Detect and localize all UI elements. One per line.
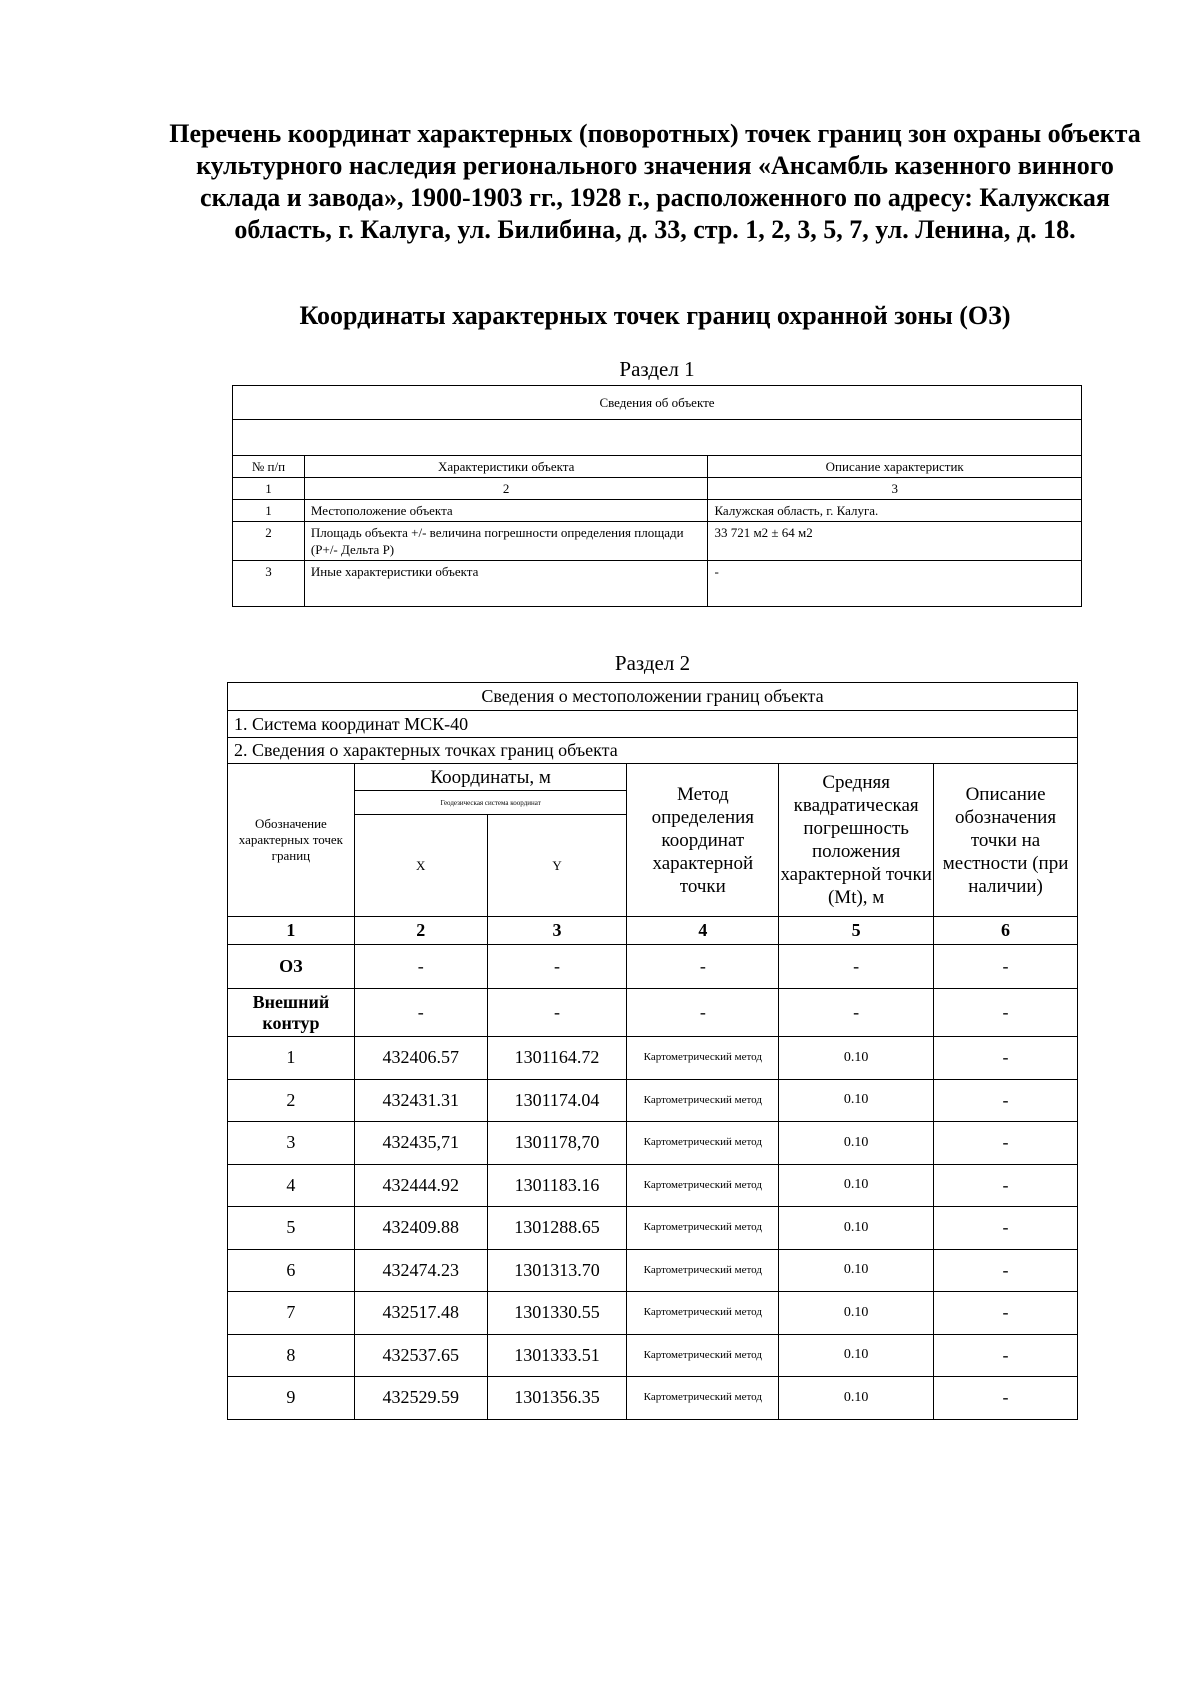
- point-y: 1301183.16: [487, 1164, 627, 1207]
- point-x: 432435,71: [354, 1122, 487, 1165]
- point-error: 0.10: [779, 1122, 934, 1165]
- col-number: 2: [354, 917, 487, 945]
- table-row: [233, 500, 1082, 522]
- point-number: 9: [228, 1377, 355, 1420]
- section1-header: Сведения об объекте: [233, 386, 1082, 420]
- col-header-y: Y: [487, 815, 627, 917]
- point-error: 0.10: [779, 1037, 934, 1080]
- col-number: 2: [304, 478, 708, 500]
- point-description: -: [934, 1079, 1078, 1122]
- document-subtitle: Координаты характерных точек границ охранной зоны (ОЗ): [299, 301, 1011, 330]
- row-number: 3: [233, 561, 305, 607]
- point-x: 432529.59: [354, 1377, 487, 1420]
- point-number: 5: [228, 1207, 355, 1250]
- point-error: 0.10: [779, 1377, 934, 1420]
- table-row: [228, 1377, 1078, 1420]
- table-row: [228, 1122, 1078, 1165]
- point-description: -: [934, 1122, 1078, 1165]
- point-method: Картометрический метод: [627, 1292, 779, 1335]
- row-value: Калужская область, г. Калуга.: [708, 500, 1082, 522]
- col-header-coordinates: Координаты, м: [354, 764, 627, 791]
- points-header: 2. Сведения о характерных точках границ объекта: [228, 738, 1078, 764]
- table-cell: -: [354, 989, 487, 1037]
- point-y: 1301164.72: [487, 1037, 627, 1080]
- point-error: 0.10: [779, 1207, 934, 1250]
- table-row: [228, 1037, 1078, 1080]
- col-number: 1: [233, 478, 305, 500]
- row-characteristic: Местоположение объекта: [304, 500, 708, 522]
- point-error: 0.10: [779, 1079, 934, 1122]
- point-description: -: [934, 1377, 1078, 1420]
- point-x: 432517.48: [354, 1292, 487, 1335]
- col-number: 1: [228, 917, 355, 945]
- table-row: [228, 1334, 1078, 1377]
- contour-row: [228, 989, 1078, 1037]
- col-header-method: Метод определения координат характерной точки: [627, 764, 779, 917]
- zone-label: ОЗ: [228, 945, 355, 989]
- point-method: Картометрический метод: [627, 1037, 779, 1080]
- section2-table: [227, 682, 1078, 1420]
- col-number: 5: [779, 917, 934, 945]
- point-number: 6: [228, 1249, 355, 1292]
- point-description: -: [934, 1292, 1078, 1335]
- table-cell: -: [354, 945, 487, 989]
- point-method: Картометрический метод: [627, 1079, 779, 1122]
- point-x: 432444.92: [354, 1164, 487, 1207]
- point-x: 432431.31: [354, 1079, 487, 1122]
- table-row: [228, 1207, 1078, 1250]
- col-number: 4: [627, 917, 779, 945]
- point-y: 1301288.65: [487, 1207, 627, 1250]
- point-error: 0.10: [779, 1249, 934, 1292]
- point-number: 4: [228, 1164, 355, 1207]
- table-row: [233, 522, 1082, 561]
- point-method: Картометрический метод: [627, 1377, 779, 1420]
- point-number: 1: [228, 1037, 355, 1080]
- section2-label: Раздел 2: [614, 651, 691, 675]
- point-x: 432406.57: [354, 1037, 487, 1080]
- section1-table: [232, 385, 1082, 607]
- col-number: 3: [487, 917, 627, 945]
- point-error: 0.10: [779, 1292, 934, 1335]
- point-number: 7: [228, 1292, 355, 1335]
- col-header-characteristics: Характеристики объекта: [304, 456, 708, 478]
- section1-empty-row: [233, 420, 1082, 456]
- table-row: [228, 1079, 1078, 1122]
- point-y: 1301330.55: [487, 1292, 627, 1335]
- table-row: [228, 1292, 1078, 1335]
- point-x: 432474.23: [354, 1249, 487, 1292]
- row-number: 2: [233, 522, 305, 561]
- contour-label: Внешний контур: [228, 989, 355, 1037]
- document-title: Перечень координат характерных (поворотных) точек границ зон охраны объекта культурного наследия регионального значения «Ансамбль казенного винного склада и завода», 1900-1903 гг., 1928 г., расположенного по адресу: Калужская область, г. Калуга, ул. Билибина, д. 33, стр. 1, 2, 3, 5, 7, ул. Ленина, д. 18.: [169, 119, 1141, 244]
- row-number: 1: [233, 500, 305, 522]
- col-number: 6: [934, 917, 1078, 945]
- point-method: Картометрический метод: [627, 1334, 779, 1377]
- point-error: 0.10: [779, 1164, 934, 1207]
- zone-row: [228, 945, 1078, 989]
- point-description: -: [934, 1207, 1078, 1250]
- table-cell: -: [934, 945, 1078, 989]
- col-header-number: № п/п: [233, 456, 305, 478]
- col-header-x: X: [354, 815, 487, 917]
- point-number: 2: [228, 1079, 355, 1122]
- section1-label: Раздел 1: [619, 357, 695, 381]
- point-number: 3: [228, 1122, 355, 1165]
- geodetic-system-label: Геодезическая система координат: [354, 791, 627, 815]
- point-number: 8: [228, 1334, 355, 1377]
- table-cell: -: [779, 945, 934, 989]
- point-x: 432537.65: [354, 1334, 487, 1377]
- row-characteristic: Иные характеристики объекта: [304, 561, 708, 607]
- col-header-error: Средняя квадратическая погрешность положения характерной точки (Mt), м: [779, 764, 934, 917]
- point-y: 1301313.70: [487, 1249, 627, 1292]
- table-row: [233, 561, 1082, 607]
- row-value: -: [708, 561, 1082, 607]
- table-row: [228, 1164, 1078, 1207]
- point-x: 432409.88: [354, 1207, 487, 1250]
- point-y: 1301333.51: [487, 1334, 627, 1377]
- point-description: -: [934, 1164, 1078, 1207]
- table-cell: -: [627, 989, 779, 1037]
- point-y: 1301174.04: [487, 1079, 627, 1122]
- table-cell: -: [487, 945, 627, 989]
- col-number: 3: [708, 478, 1082, 500]
- point-method: Картометрический метод: [627, 1207, 779, 1250]
- row-value: 33 721 м2 ± 64 м2: [708, 522, 1082, 561]
- col-header-description: Описание обозначения точки на местности (при наличии): [934, 764, 1078, 917]
- table-cell: -: [627, 945, 779, 989]
- point-y: 1301178,70: [487, 1122, 627, 1165]
- table-cell: -: [779, 989, 934, 1037]
- row-characteristic: Площадь объекта +/- величина погрешности определения площади (Р+/- Дельта Р): [304, 522, 708, 561]
- table-cell: -: [487, 989, 627, 1037]
- point-description: -: [934, 1334, 1078, 1377]
- table-row: [228, 1249, 1078, 1292]
- table-cell: -: [934, 989, 1078, 1037]
- col-header-description: Описание характеристик: [708, 456, 1082, 478]
- section2-header: Сведения о местоположении границ объекта: [228, 683, 1078, 711]
- coordinate-system: 1. Система координат МСК-40: [228, 711, 1078, 738]
- col-header-designation: Обозначение характерных точек границ: [228, 764, 355, 917]
- point-method: Картометрический метод: [627, 1122, 779, 1165]
- point-method: Картометрический метод: [627, 1249, 779, 1292]
- point-method: Картометрический метод: [627, 1164, 779, 1207]
- point-error: 0.10: [779, 1334, 934, 1377]
- point-description: -: [934, 1249, 1078, 1292]
- point-y: 1301356.35: [487, 1377, 627, 1420]
- point-description: -: [934, 1037, 1078, 1080]
